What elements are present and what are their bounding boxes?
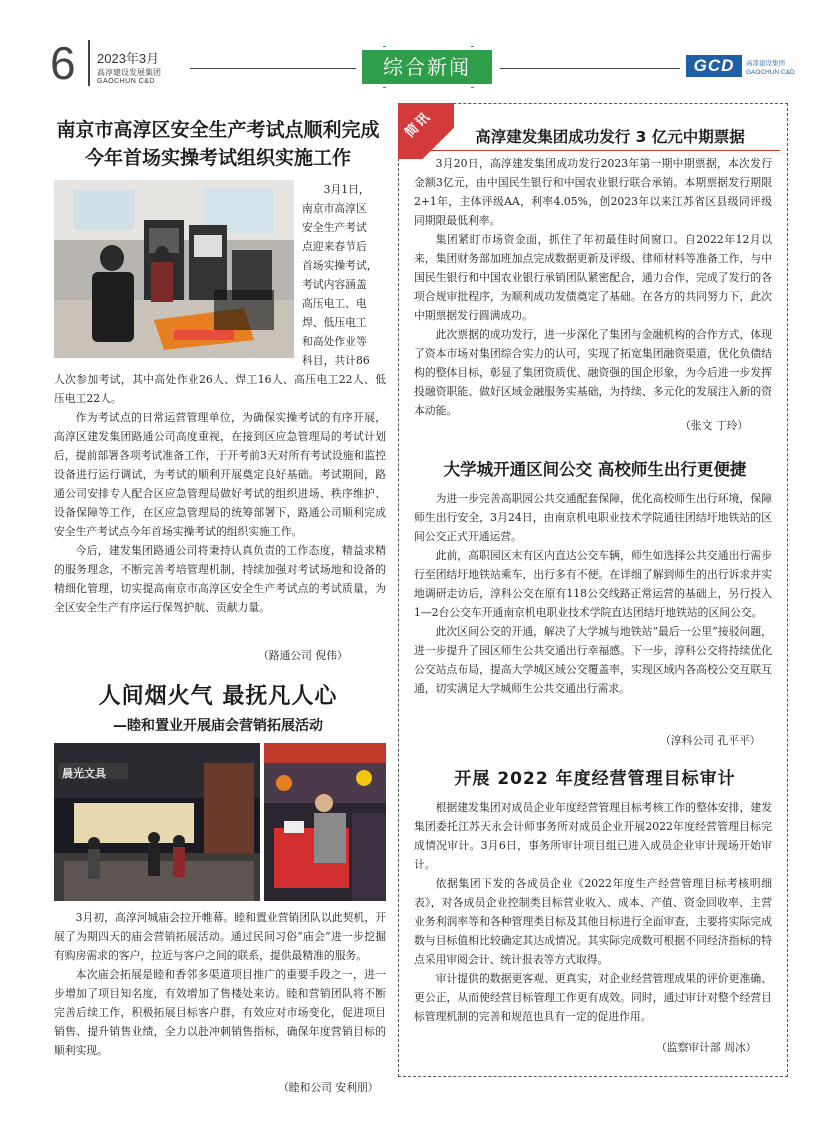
brief2-body — [414, 489, 772, 698]
brief1-underline — [430, 150, 780, 151]
brief1-author: （张文 丁玲） — [680, 419, 749, 432]
wrap-line: 科目，共计86 — [302, 354, 370, 367]
section-title: 综合新闻 — [362, 50, 492, 84]
brief1-body — [414, 154, 772, 420]
article2-paragraph: 本次庙会拓展是睦和香邻多渠道项目推广的重要手段之一，进一步增加了项目知名度，有效增加了售楼处来访。睦和营销团队将不断完善后续工作，积极拓展目标客户群，有效应对市场变化，促进项目销售、提升销售业绩，全力以赴冲刺销售指标，确保年度营销目标的顺利实现。 — [54, 968, 386, 1057]
brief3-paragraph: 根据建发集团对成员企业年度经营管理目标考核工作的整体安排，建发集团委托江苏天永会计师事务所对成员企业开展2022年度经营管理目标完成情况审计。3月6日，事务所审计项目组已进入成员企业审计现场开始审计。 — [414, 801, 772, 871]
wrap-line: 安全生产考试 — [302, 221, 367, 234]
article1-paragraph: 今后，建发集团路通公司将秉持认真负责的工作态度，精益求精的服务理念，不断完善考培管理机制，持续加强对考试场地和设备的精细化管理，切实提高南京市高淳区安全生产考试点的考试质量，为全区安全生产有序运行保驾护航、贡献力量。 — [54, 544, 386, 614]
page-header — [0, 0, 830, 100]
wrap-line: 点迎来春节后 — [302, 240, 367, 253]
article1-paragraph: 人次参加考试，其中高处作业26人、焊工16人、高压电工22人、低压电工22人。 — [54, 373, 386, 405]
article1-wrap-column — [302, 180, 386, 370]
article2-title: 人间烟火气 最抚凡人心 — [98, 684, 338, 709]
gcd-logo: GCD — [686, 55, 742, 77]
brief3-title: 开展 2022 年度经营管理目标审计 — [454, 769, 736, 789]
publisher-name-en: GAOCHUN C&D — [97, 78, 156, 85]
wrap-line: 3月1日， — [323, 183, 370, 196]
publisher-name: 高淳建设发展集团 — [97, 68, 161, 77]
brief1-paragraph: 集团紧盯市场资金面，抓住了年初最佳时间窗口。自2022年12月以来，集团财务部加班加点完成数据更新及评级、律师材料等准备工作，与中国民生银行和中国农业银行承销团队紧密配合，通力合作，完成了发行的各项合规审批程序，为顺利成功发债奠定了基础。在各方的共同努力下，此次中期票据发行圆满成功。 — [414, 233, 772, 322]
wrap-line: 首场实操考试， — [302, 259, 378, 272]
sales-booth-photo — [264, 743, 386, 901]
article2-paragraph: 3月初，高淳河城庙会拉开帷幕。睦和置业营销团队以此契机，开展了为期四天的庙会营销拓展活动。通过民间习俗“庙会”进一步挖掘有购房需求的客户，拉近与客户之间的联系，提供最精准的服务。 — [54, 911, 386, 962]
article2-body — [54, 908, 386, 1060]
issue-date: 2023年3月 — [97, 51, 160, 66]
wrap-line: 和高处作业等 — [302, 335, 367, 348]
article1-author: （路通公司 倪伟） — [258, 649, 348, 662]
brief1-title: 高淳建发集团成功发行 3 亿元中期票据 — [475, 128, 745, 146]
article2-author: （睦和公司 安利朋） — [278, 1081, 379, 1094]
header-rule-left — [190, 68, 356, 69]
store-sign: 晨光文具 — [62, 767, 106, 780]
exam-site-photo — [54, 180, 294, 358]
wrap-line: 南京市高淳区 — [302, 202, 367, 215]
brief2-paragraph: 为进一步完善高职园公共交通配套保障，优化高校师生出行环境，保障师生出行安全，3月24日，由南京机电职业技术学院通往团结圩地铁站的区间公交正式开通运营。 — [414, 492, 772, 543]
page-number-divider — [88, 40, 90, 86]
wrap-line: 高压电工、电 — [302, 297, 367, 310]
article1-body — [54, 370, 386, 617]
article1-title — [40, 116, 396, 172]
article2-subtitle: —睦和置业开展庙会营销拓展活动 — [113, 718, 323, 734]
brief1-paragraph: 3月20日，高淳建发集团成功发行2023年第一期中期票据，本次发行金额3亿元，由中国民生银行和中国农业银行联合承销。本期票据发行期限2+1年，主体评级AA，利率4.05%，创2023年以来江苏省区县级同评级同期限最低利率。 — [414, 157, 772, 227]
brief3-paragraph: 依据集团下发的各成员企业《2022年度生产经营管理目标考核明细表》，对各成员企业控制类目标营业收入、成本、产值、资金回收率、主营业务利润率等和各种管理类目标及其他目标进行全面审查，主要将实际完成数与目标值相比较确定其达成情况。其实际完成数可根据不同经济指标的特点采用审阅会计、统计报表等方式取得。 — [414, 877, 772, 966]
brief3-paragraph: 审计提供的数据更客观、更真实，对企业经营管理成果的评价更准确、更公正，从而使经营目标管理工作更有成效。同时，通过审计对整个经营目标管理机制的完善和规范也具有一定的促进作用。 — [414, 972, 772, 1023]
brief2-title: 大学城开通区间公交 高校师生出行更便捷 — [443, 460, 747, 479]
logo-caption-en: GAOCHUN C&D — [746, 69, 795, 76]
brief2-paragraph: 此前，高职园区末有区内直达公交车辆，师生如选择公共交通出行需步行至团结圩地铁站乘车，出行多有不便。在详细了解到师生的出行诉求并实地调研走访后，淳科公交在原有118公交线路正常运营的基础上，另行投入1—2台公交车开通南京机电职业技术学院直达团结圩地铁站的区间公交。 — [414, 549, 772, 619]
brief-badge-label: 简讯 — [402, 108, 435, 141]
brief3-author: （监察审计部 周冰） — [656, 1041, 757, 1054]
temple-fair-night-photo — [54, 743, 260, 901]
wrap-line: 考试内容涵盖 — [302, 278, 367, 291]
article1-title-line2: 今年首场实操考试组织实施工作 — [84, 147, 351, 169]
brief3-body — [414, 798, 772, 1026]
header-rule-right — [500, 68, 680, 69]
article1-paragraph: 作为考试点的日常运营管理单位，为确保实操考试的有序开展，高淳区建发集团路通公司高度重视，在接到区应急管理局的考试计划后，提前部署各项考试准备工作，于开考前3天对所有考试设施和监控设备进行运行调试，为考试的顺利开展奠定良好基础。考试期间，路通公司安排专人配合区应急管理局做好考试的组织进场、秩序维护、设备保障等工作，在区应急管理局的统筹部署下，路通公司顺利完成安全生产考试点今年首场实操考试的组织实施工作。 — [54, 411, 386, 538]
brief2-author: （淳科公司 孔平平） — [660, 734, 761, 747]
article1-title-line1: 南京市高淳区安全生产考试点顺利完成 — [56, 119, 380, 141]
logo-caption-cn: 高淳建设集团 — [746, 59, 785, 67]
brief1-paragraph: 此次票据的成功发行，进一步深化了集团与金融机构的合作方式，体现了资本市场对集团综合实力的认可，实现了拓宽集团融资渠道，优化负债结构的整体目标，彰显了集团资质优、融资强的国企形象，为今后进一步发挥投融资职能、做好区域金融服务实基础，为持续、多元化的发展注入新的资本动能。 — [414, 328, 772, 417]
brief2-paragraph: 此次区间公交的开通，解决了大学城与地铁站“最后一公里”接驳问题，进一步提升了园区师生公共交通出行幸福感。下一步，淳科公交将持续优化公交站点布局，提高大学城区域公交覆盖率，实现区域内各高校公交互联互通，切实满足大学城师生公共交通出行需求。 — [414, 625, 772, 695]
page-number: 6 — [50, 37, 76, 89]
wrap-line: 焊、低压电工 — [302, 316, 367, 329]
